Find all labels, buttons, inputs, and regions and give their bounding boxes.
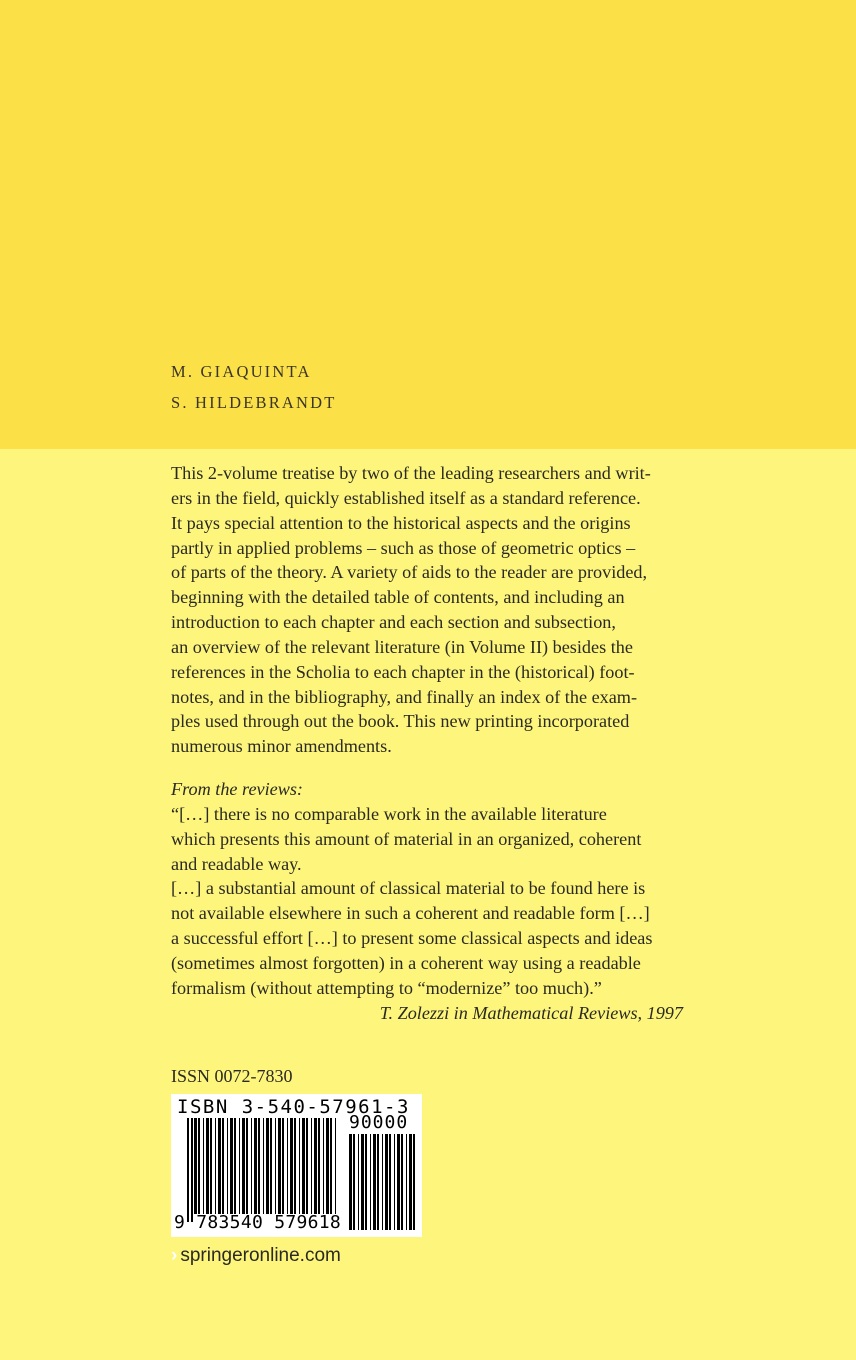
review-line: not available elsewhere in such a coherent and readable form […] <box>171 903 650 924</box>
barcode-bar <box>385 1134 388 1230</box>
barcode-bar <box>361 1134 364 1230</box>
barcode-bar <box>397 1134 400 1230</box>
barcode-bar <box>194 1118 197 1214</box>
barcode-bar <box>246 1118 248 1214</box>
description-line: ers in the field, quickly established itself as a standard reference. <box>171 487 641 508</box>
barcode-bar <box>266 1118 269 1214</box>
barcode-bar <box>413 1134 415 1230</box>
barcode-bar <box>251 1118 252 1214</box>
barcode-bar <box>401 1134 403 1230</box>
description-line: introduction to each chapter and each section and subsection, <box>171 612 616 633</box>
barcode-bar <box>215 1118 216 1214</box>
review-line: which presents this amount of material in an organized, coherent <box>171 828 642 849</box>
barcode-bar <box>278 1118 281 1214</box>
barcode-bar <box>198 1118 200 1214</box>
description-line: beginning with the detailed table of contents, and including an <box>171 587 625 608</box>
reviews-section <box>171 777 691 1025</box>
author-name: M. GIAQUINTA <box>171 362 312 381</box>
isbn-label: ISBN 3-540-57961-3 <box>177 1096 410 1118</box>
review-line: […] a substantial amount of classical material to be found here is <box>171 878 646 899</box>
barcode-bar <box>234 1118 236 1214</box>
description-line: ples used through out the book. This new printing incorporated <box>171 711 630 732</box>
price-code: 90000 <box>349 1112 409 1133</box>
barcode-guard-bar <box>187 1118 189 1222</box>
barcode-bar <box>365 1134 367 1230</box>
review-line: “[…] there is no comparable work in the available literature <box>171 803 607 824</box>
description-line: notes, and in the bibliography, and finally an index of the exam- <box>171 686 638 707</box>
barcode-bar <box>409 1134 412 1230</box>
author-list <box>171 356 337 418</box>
reviews-heading: From the reviews: <box>171 779 303 799</box>
barcode-bar <box>306 1118 308 1214</box>
barcode-bar <box>294 1118 296 1214</box>
barcode-bar <box>218 1118 221 1214</box>
description-line: an overview of the relevant literature (in Volume II) besides the <box>171 636 633 657</box>
barcode-bar <box>282 1118 284 1214</box>
barcode-bar <box>290 1118 293 1214</box>
barcode-bar <box>258 1118 260 1214</box>
description-line: It pays special attention to the historical aspects and the origins <box>171 512 631 533</box>
review-line: (sometimes almost forgotten) in a coherent way using a readable <box>171 952 641 973</box>
issn-number: ISSN 0072-7830 <box>171 1066 293 1086</box>
description-line: numerous minor amendments. <box>171 736 392 757</box>
barcode-bar <box>394 1134 395 1230</box>
book-description <box>171 461 691 759</box>
barcode-bar <box>210 1118 212 1214</box>
barcode-bar <box>314 1118 317 1214</box>
barcode-bar <box>270 1118 272 1214</box>
barcode-bar <box>389 1134 391 1230</box>
barcode-bar <box>335 1118 336 1214</box>
barcode-bar <box>206 1118 209 1214</box>
website-url: springeronline.com <box>180 1245 341 1266</box>
barcode-bar <box>373 1134 376 1230</box>
barcode-bar <box>299 1118 300 1214</box>
publisher-website[interactable] <box>171 1245 341 1267</box>
barcode-bar <box>406 1134 407 1230</box>
barcode-bar <box>203 1118 204 1214</box>
barcode-bar <box>326 1118 329 1214</box>
barcode-bar <box>377 1134 379 1230</box>
barcode-bar <box>349 1134 352 1230</box>
barcode-bar <box>287 1118 288 1214</box>
barcode-bar <box>358 1134 359 1230</box>
barcode-bar <box>323 1118 324 1214</box>
barcode-bar <box>227 1118 228 1214</box>
description-line: This 2-volume treatise by two of the leading researchers and writ- <box>171 463 651 483</box>
barcode-bar <box>311 1118 312 1214</box>
barcode-guard-bar <box>191 1118 193 1222</box>
barcode-bar <box>239 1118 240 1214</box>
barcode-bar <box>330 1118 332 1214</box>
description-line: partly in applied problems – such as those of geometric optics – <box>171 537 636 558</box>
cover-top-band <box>0 0 856 449</box>
description-line: references in the Scholia to each chapter in the (historical) foot- <box>171 661 635 682</box>
barcode-bar <box>230 1118 233 1214</box>
ean-digits: 9 783540 579618 <box>174 1212 342 1233</box>
barcode-bar <box>302 1118 305 1214</box>
barcode-bar <box>275 1118 276 1214</box>
isbn-barcode <box>171 1094 422 1237</box>
barcode-bar <box>353 1134 355 1230</box>
barcode-bar <box>222 1118 224 1214</box>
author-name: S. HILDEBRANDT <box>171 393 337 412</box>
review-line: a successful effort […] to present some classical aspects and ideas <box>171 928 653 949</box>
review-line: and readable way. <box>171 853 302 874</box>
barcode-bar <box>370 1134 371 1230</box>
barcode-bar <box>242 1118 245 1214</box>
barcode-bar <box>382 1134 383 1230</box>
chevron-right-icon: › <box>171 1245 178 1266</box>
review-line: formalism (without attempting to “modernize” too much).” <box>171 977 602 998</box>
barcode-bar <box>263 1118 264 1214</box>
review-attribution: T. Zolezzi in Mathematical Reviews, 1997 <box>379 1002 683 1023</box>
barcode-bar <box>254 1118 257 1214</box>
description-line: of parts of the theory. A variety of aids to the reader are provided, <box>171 562 648 583</box>
barcode-bar <box>318 1118 320 1214</box>
